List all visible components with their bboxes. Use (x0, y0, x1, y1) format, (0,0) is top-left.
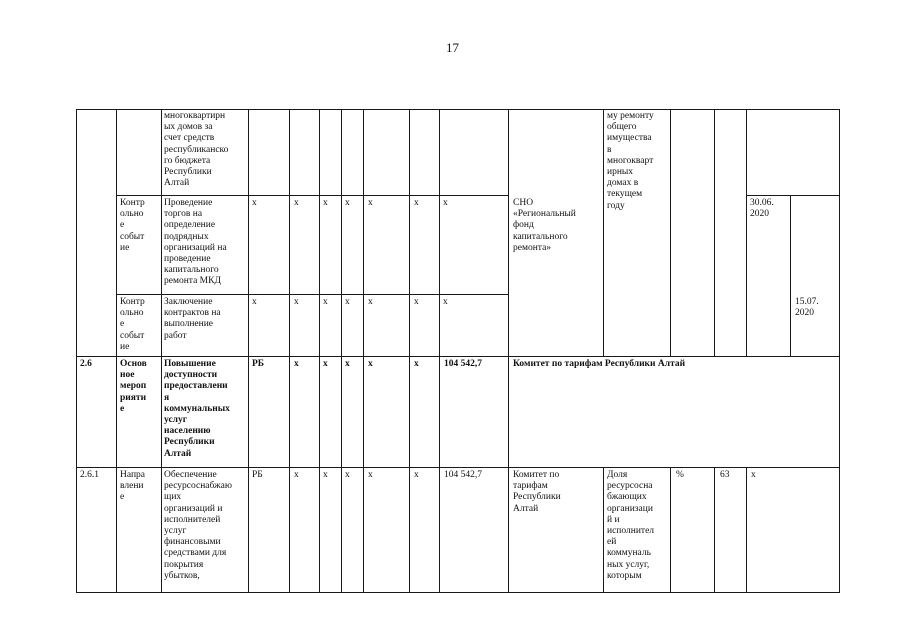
cell-value: 63 (720, 470, 730, 480)
cell-name-continued: многоквартирн ых домов за счет средств республиканско го бюджета Республики Алтай (164, 111, 229, 189)
cell-mark: x (294, 297, 299, 307)
cell-indicator: Доля ресурсосна бжающих организаци й и исполнител ей коммуналь ных услуг, которым (607, 470, 655, 581)
cell-mark: x (368, 297, 373, 307)
cell-type: Основ ное мероп рияти е (120, 359, 147, 414)
cell-type: Напра влени е (120, 470, 146, 503)
cell-mark: x (345, 198, 350, 208)
cell-num: 2.6 (80, 359, 92, 369)
cell-mark: x (345, 297, 350, 307)
cell-executor: Комитет по тарифам Республики Алтай (513, 470, 561, 514)
cell-mark: x (294, 359, 299, 369)
cell-date: 30.06. 2020 (750, 198, 774, 220)
cell-mark: x (345, 359, 350, 369)
cell-mark: x (294, 198, 299, 208)
cell-mark: x (323, 297, 328, 307)
cell-name: Обеспечение ресурсоснабжаю щих организаций и исполнителей услуг финансовыми средствами для покрытия убытков, (164, 470, 232, 581)
cell-mark: x (443, 297, 448, 307)
cell-num: 2.6.1 (80, 470, 99, 480)
cell-source: РБ (252, 359, 265, 369)
cell-mark: x (443, 198, 448, 208)
page-number: 17 (446, 40, 459, 55)
cell-amount: 104 542,7 (444, 470, 482, 480)
cell-name: Повышение доступности предоставлени я коммунальных услуг населению Республики Алтай (164, 359, 230, 459)
cell-name: Проведение торгов на определение подрядных организаций на проведение капитального ремонта МКД (164, 198, 227, 287)
cell-mark: x (323, 470, 328, 480)
cell-unit: % (676, 470, 684, 480)
cell-mark: x (368, 198, 373, 208)
cell-mark: x (414, 198, 419, 208)
cell-mark: x (323, 359, 328, 369)
cell-mark: x (345, 470, 350, 480)
cell-mark: x (252, 297, 257, 307)
cell-executor: Комитет по тарифам Республики Алтай (513, 359, 686, 369)
cell-mark: x (323, 198, 328, 208)
cell-date: 15.07. 2020 (795, 297, 819, 319)
cell-mark: x (414, 297, 419, 307)
cell-name: Заключение контрактов на выполнение работ (164, 297, 221, 341)
cell-type: Контр ольно е событ ие (120, 297, 145, 352)
cell-indicator-continued: му ремонту общего имущества в многокварт ирных домах в текущем году (607, 111, 654, 211)
cell-mark: x (368, 359, 373, 369)
cell-mark: x (368, 470, 373, 480)
cell-amount: 104 542,7 (444, 359, 482, 369)
cell-executor: СНО «Региональный фонд капитального ремонта» (513, 198, 576, 253)
cell-mark: х (751, 470, 756, 480)
cell-mark: x (252, 198, 257, 208)
cell-source: РБ (252, 470, 263, 480)
cell-mark: x (414, 470, 419, 480)
cell-type: Контр ольно е событ ие (120, 198, 145, 253)
cell-mark: x (414, 359, 419, 369)
cell-mark: x (294, 470, 299, 480)
